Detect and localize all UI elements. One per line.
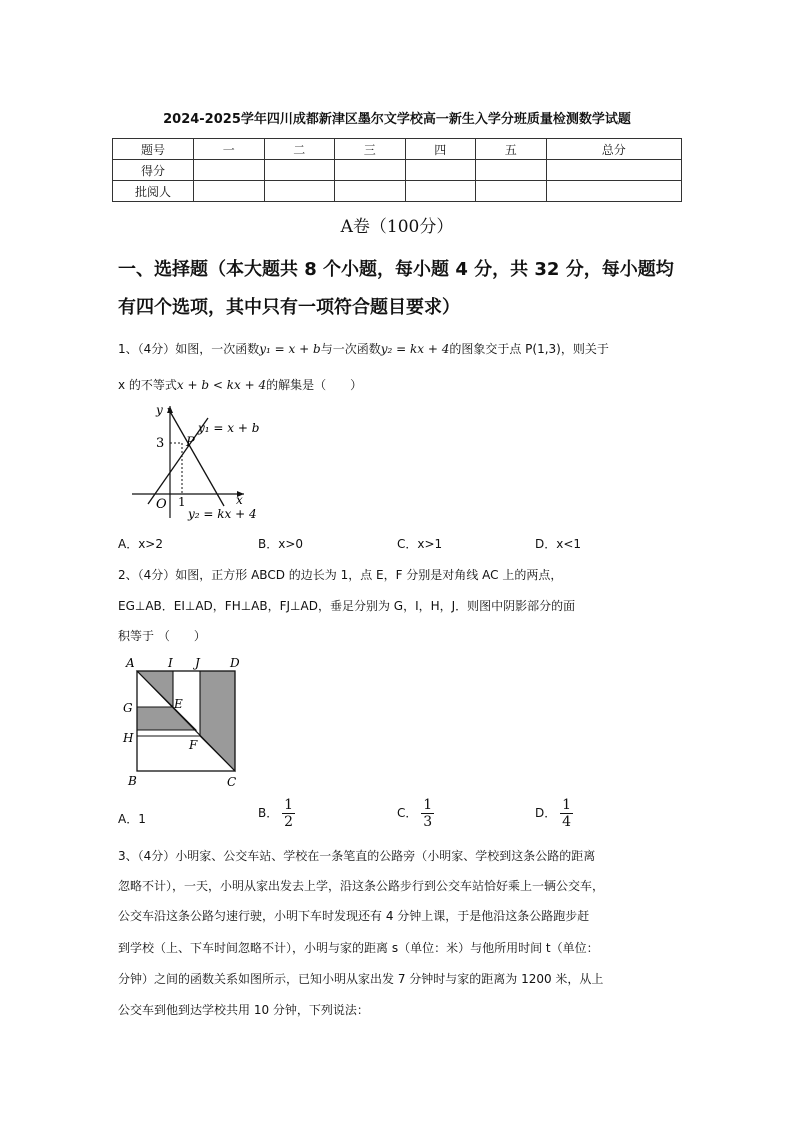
vertex-b-label: B bbox=[128, 774, 137, 788]
score-header-cell: 总分 bbox=[546, 139, 682, 160]
point-g-label: G bbox=[123, 701, 133, 715]
score-cell bbox=[264, 160, 335, 181]
point-j-label: J bbox=[195, 656, 200, 670]
x-tick-label: 1 bbox=[178, 495, 186, 509]
q3-line: 公交车到他到达学校共用 10 分钟，下列说法： bbox=[118, 1003, 369, 1017]
q2-option-c-label: C． bbox=[397, 806, 418, 820]
x-axis-label: x bbox=[236, 493, 243, 507]
q2-option-b[interactable] bbox=[258, 797, 295, 830]
q1-line2 bbox=[118, 376, 362, 393]
score-cell bbox=[405, 160, 476, 181]
q1-option-d[interactable]: D．x<1 bbox=[535, 537, 582, 551]
q1-text: 的图象交于点 P(1,3)，则关于 bbox=[449, 342, 609, 356]
score-table bbox=[112, 138, 682, 202]
q1-text: 的解集是（ ） bbox=[266, 378, 363, 392]
part1-heading-line2: 有四个选项，其中只有一项符合题目要求） bbox=[118, 297, 460, 318]
q3-line: 公交车沿这条公路匀速行驶，小明下车时发现还有 4 分钟上课，于是他沿这条公路跑步赶 bbox=[118, 909, 590, 923]
point-p-label: P bbox=[186, 435, 195, 450]
score-cell bbox=[194, 181, 265, 202]
point-e-label: E bbox=[174, 697, 183, 711]
q2-option-a-value: 1 bbox=[138, 812, 146, 826]
q2-option-b-fraction: $\frac{1}{2}$ bbox=[284, 797, 293, 830]
q2-option-b-label: B． bbox=[258, 806, 279, 820]
score-header-cell: 题号 bbox=[113, 139, 194, 160]
point-f-label: F bbox=[189, 738, 198, 752]
score-table-row bbox=[113, 181, 682, 202]
q2-square-figure bbox=[118, 652, 248, 792]
q1-text: 1、（4分）如图，一次函数 bbox=[118, 342, 260, 356]
vertex-a-label: A bbox=[126, 656, 135, 670]
q2-option-c[interactable] bbox=[397, 797, 434, 830]
section-a-heading: A卷（100分） bbox=[340, 217, 454, 237]
shaded-region-left bbox=[137, 707, 196, 730]
origin-label: O bbox=[156, 497, 167, 512]
q2-option-a[interactable] bbox=[118, 810, 146, 827]
q2-line3: 积等于 （ ） bbox=[118, 629, 206, 643]
q1-inequality: x + b < kx + 4 bbox=[176, 378, 267, 392]
score-cell bbox=[264, 181, 335, 202]
score-cell bbox=[546, 181, 682, 202]
score-cell bbox=[476, 181, 547, 202]
q1-y1-expr: y₁ = x + b bbox=[259, 342, 321, 356]
y-tick-label: 3 bbox=[156, 436, 165, 451]
score-header-cell: 三 bbox=[335, 139, 406, 160]
q1-y2-expr: y₂ = kx + 4 bbox=[380, 342, 450, 356]
score-header-cell: 一 bbox=[194, 139, 265, 160]
part1-heading-line1: 一、选择题（本大题共 8 个小题，每小题 4 分，共 32 分，每小题均 bbox=[118, 259, 674, 280]
q3-line: 忽略不计），一天，小明从家出发去上学，沿这条公路步行到公交车站恰好乘上一辆公交车， bbox=[118, 879, 605, 893]
score-cell bbox=[405, 181, 476, 202]
score-cell bbox=[476, 160, 547, 181]
score-cell bbox=[194, 160, 265, 181]
score-table-header-row bbox=[113, 139, 682, 160]
vertex-d-label: D bbox=[230, 656, 240, 670]
q1-graph-figure bbox=[120, 400, 280, 528]
q3-line: 到学校（上、下车时间忽略不计），小明与家的距离 s（单位：米）与他所用时间 t（单位： bbox=[118, 941, 599, 955]
score-table-row bbox=[113, 160, 682, 181]
q1-line1 bbox=[118, 340, 609, 357]
y-axis-label: y bbox=[156, 403, 163, 417]
line-y1-label: y₁ = x + b bbox=[198, 421, 260, 435]
q1-text: x 的不等式 bbox=[118, 378, 177, 392]
score-header-cell: 五 bbox=[476, 139, 547, 160]
score-cell bbox=[335, 160, 406, 181]
q2-line1: 2、（4分）如图，正方形 ABCD 的边长为 1，点 E，F 分别是对角线 AC 上的两点， bbox=[118, 568, 563, 582]
q2-option-d-label: D． bbox=[535, 806, 557, 820]
score-header-cell: 二 bbox=[264, 139, 335, 160]
score-cell bbox=[546, 160, 682, 181]
q2-option-d[interactable] bbox=[535, 797, 573, 830]
q1-option-b[interactable]: B．x>0 bbox=[258, 537, 304, 551]
q3-line: 3、（4分）小明家、公交车站、学校在一条笔直的公路旁（小明家、学校到这条公路的距离 bbox=[118, 849, 596, 863]
point-i-label: I bbox=[168, 656, 173, 670]
line-y2-label: y₂ = kx + 4 bbox=[188, 507, 257, 521]
q1-option-c[interactable]: C．x>1 bbox=[397, 537, 443, 551]
q2-option-d-fraction: $\frac{1}{4}$ bbox=[562, 797, 571, 830]
score-header-cell: 四 bbox=[405, 139, 476, 160]
point-h-label: H bbox=[123, 731, 134, 745]
q1-text: 与一次函数 bbox=[320, 342, 381, 356]
score-row-label: 得分 bbox=[113, 160, 194, 181]
q1-option-a[interactable]: A．x>2 bbox=[118, 537, 164, 551]
score-row-label: 批阅人 bbox=[113, 181, 194, 202]
score-cell bbox=[335, 181, 406, 202]
q2-line2: EG⊥AB．EI⊥AD，FH⊥AB，FJ⊥AD，垂足分别为 G，I，H，J．则图中阴影部分的面 bbox=[118, 599, 576, 613]
q2-option-a-label: A． bbox=[118, 812, 139, 826]
q2-option-c-fraction: $\frac{1}{3}$ bbox=[423, 797, 433, 830]
exam-title: 2024-2025学年四川成都新津区墨尔文学校高一新生入学分班质量检测数学试题 bbox=[163, 112, 631, 127]
shaded-region-right bbox=[200, 671, 235, 771]
vertex-c-label: C bbox=[227, 775, 237, 789]
q3-line: 分钟）之间的函数关系如图所示，已知小明从家出发 7 分钟时与家的距离为 1200 米，从上 bbox=[118, 972, 604, 986]
